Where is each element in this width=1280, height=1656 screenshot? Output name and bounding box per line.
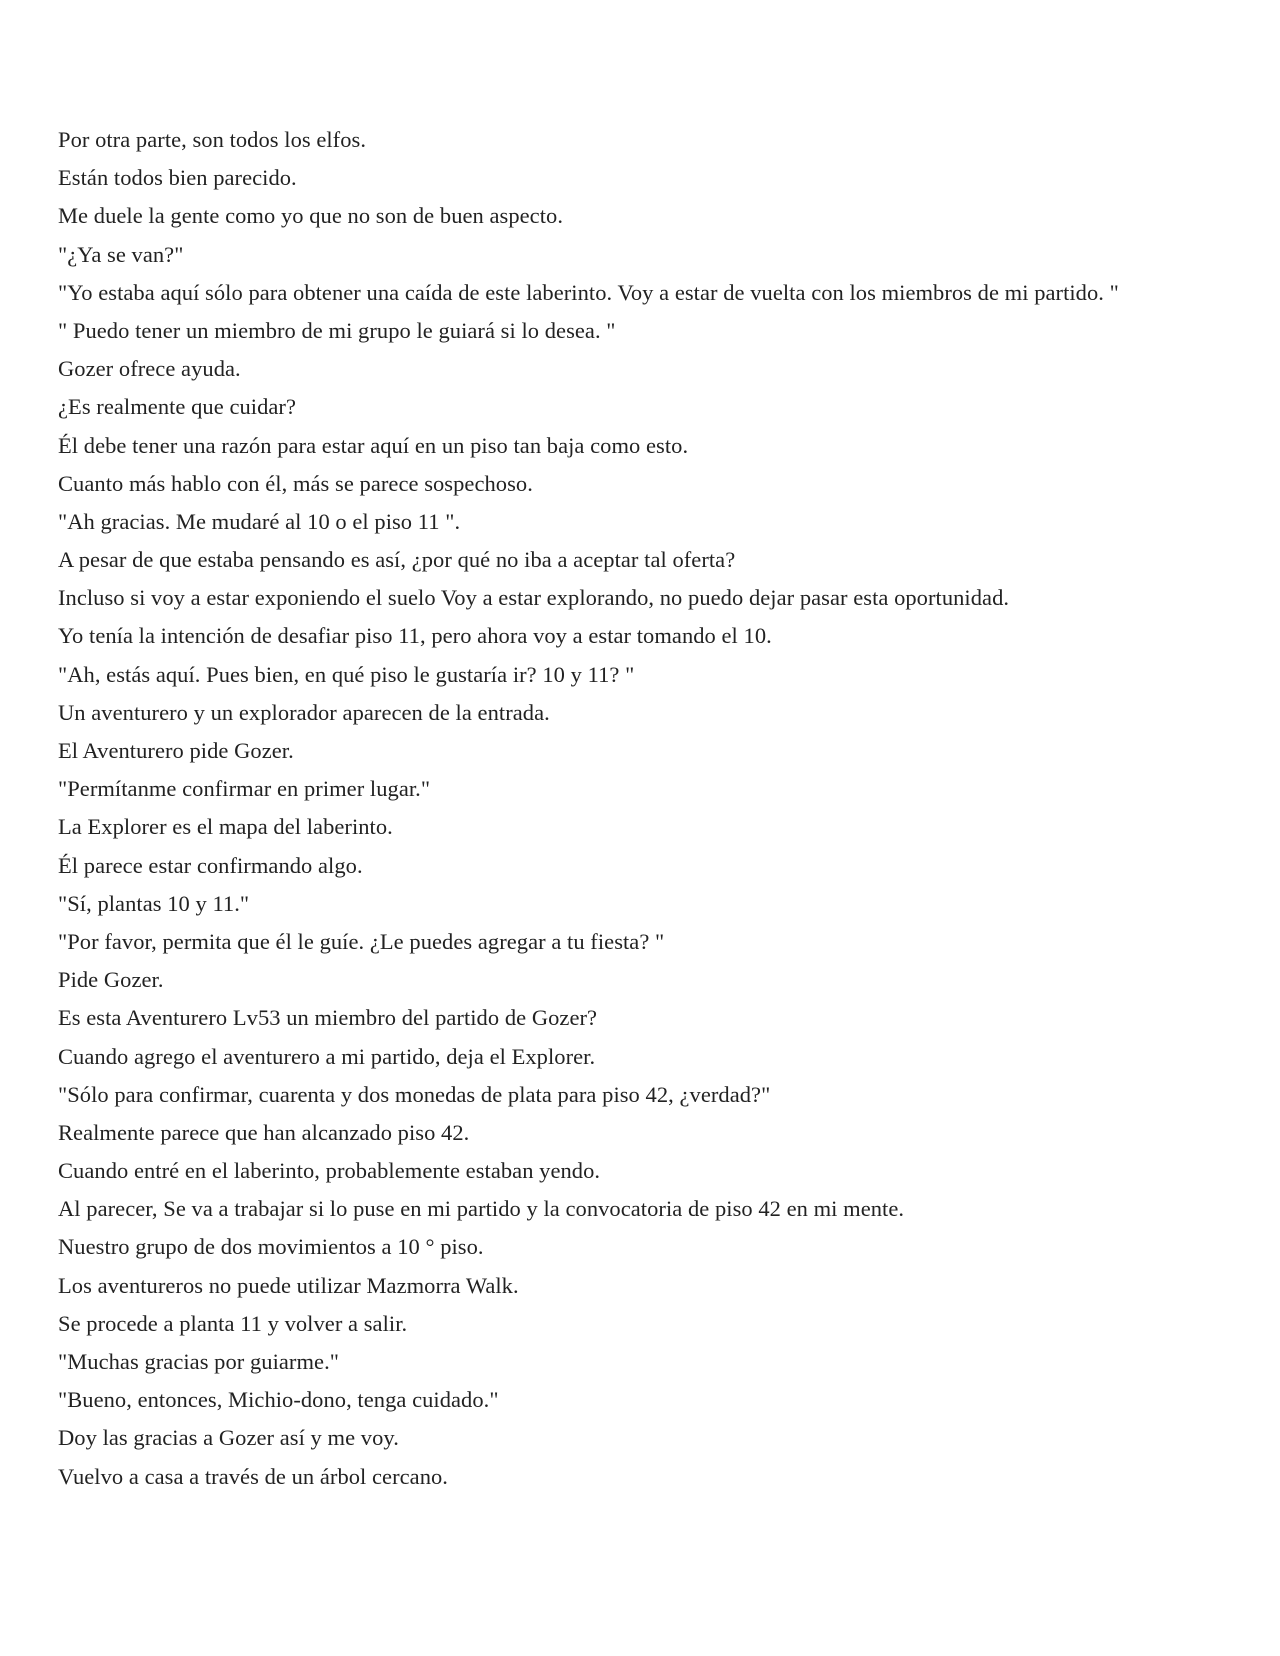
text-line: Cuanto más hablo con él, más se parece sospechoso.	[58, 470, 533, 496]
text-line: Están todos bien parecido.	[58, 165, 297, 191]
text-line: "Por favor, permita que él le guíe. ¿Le puedes agregar a tu fiesta? "	[58, 928, 665, 954]
text-line: Un aventurero y un explorador aparecen de la entrada.	[58, 699, 550, 725]
text-line: Al parecer, Se va a trabajar si lo puse en mi partido y la convocatoria de piso 42 en mi mente.	[58, 1196, 905, 1222]
text-line: Pide Gozer.	[58, 967, 164, 993]
text-line: Me duele la gente como yo que no son de buen aspecto.	[58, 203, 563, 229]
text-line: Gozer ofrece ayuda.	[58, 356, 241, 382]
text-line: Por otra parte, son todos los elfos.	[58, 127, 367, 152]
text-line: "Yo estaba aquí sólo para obtener una caída de este laberinto. Voy a estar de vuelta con los miembros de mi partido. "	[58, 279, 1119, 305]
document-body	[58, 121, 1238, 1496]
text-line: A pesar de que estaba pensando es así, ¿por qué no iba a aceptar tal oferta?	[58, 547, 736, 573]
text-line: Se procede a planta 11 y volver a salir.	[58, 1310, 408, 1336]
text-line: Cuando entré en el laberinto, probablemente estaban yendo.	[58, 1158, 601, 1184]
text-line: "Ah, estás aquí. Pues bien, en qué piso le gustaría ir? 10 y 11? "	[58, 661, 635, 687]
text-line: ¿Es realmente que cuidar?	[58, 394, 296, 420]
text-line: La Explorer es el mapa del laberinto.	[58, 814, 393, 840]
text-line: Los aventureros no puede utilizar Mazmorra Walk.	[58, 1272, 519, 1298]
text-line: Cuando agrego el aventurero a mi partido, deja el Explorer.	[58, 1043, 596, 1069]
text-line: Doy las gracias a Gozer así y me voy.	[58, 1425, 399, 1451]
text-line: Él parece estar confirmando algo.	[58, 852, 363, 878]
text-line: Él debe tener una razón para estar aquí en un piso tan baja como esto.	[58, 432, 689, 458]
text-line: "Bueno, entonces, Michio-dono, tenga cuidado."	[58, 1387, 499, 1413]
text-line: "Muchas gracias por guiarme."	[58, 1349, 339, 1374]
text-line: Yo tenía la intención de desafiar piso 11, pero ahora voy a estar tomando el 10.	[58, 623, 772, 649]
text-line: "Ah gracias. Me mudaré al 10 o el piso 11 ".	[58, 508, 461, 534]
text-line: Realmente parece que han alcanzado piso 42.	[58, 1119, 470, 1145]
text-line: "¿Ya se van?"	[58, 241, 184, 267]
text-line: "Sí, plantas 10 y 11."	[58, 890, 250, 916]
text-line: "Permítanme confirmar en primer lugar."	[58, 776, 431, 802]
text-line: El Aventurero pide Gozer.	[58, 738, 294, 763]
text-line: Vuelvo a casa a través de un árbol cercano.	[58, 1463, 448, 1489]
text-line: Es esta Aventurero Lv53 un miembro del partido de Gozer?	[58, 1005, 598, 1031]
text-line: "Sólo para confirmar, cuarenta y dos monedas de plata para piso 42, ¿verdad?"	[58, 1081, 771, 1107]
text-line: Nuestro grupo de dos movimientos a 10 ° piso.	[58, 1234, 484, 1260]
text-line: Incluso si voy a estar exponiendo el suelo Voy a estar explorando, no puedo dejar pasar esta oportunidad.	[58, 585, 1010, 611]
text-line: " Puedo tener un miembro de mi grupo le guiará si lo desea. "	[58, 317, 616, 343]
